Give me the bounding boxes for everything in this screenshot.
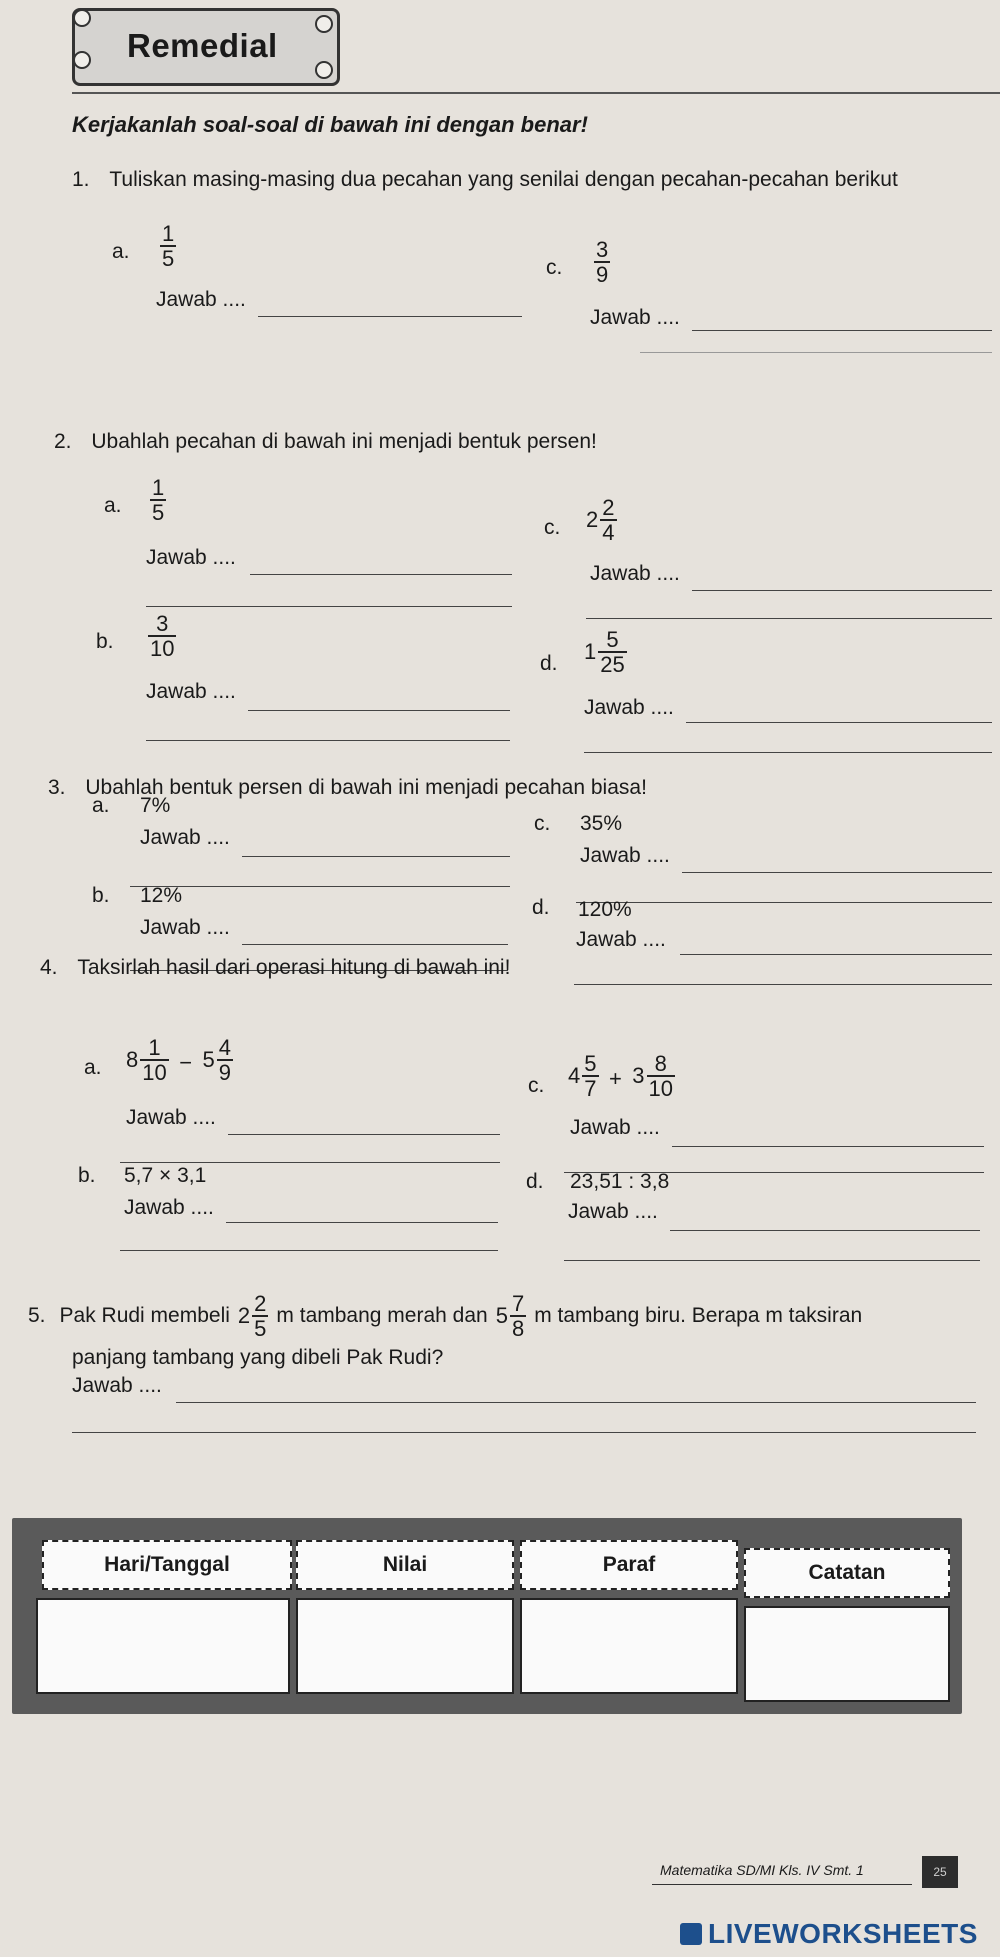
question-text-1: Pak Rudi membeli — [59, 1304, 230, 1328]
q3b-answer-line[interactable] — [242, 944, 508, 945]
q4d-answer-line[interactable] — [670, 1230, 980, 1231]
numerator: 1 — [148, 1035, 161, 1060]
q1a-answer-line[interactable] — [258, 316, 522, 317]
table-cell-score[interactable] — [296, 1598, 514, 1694]
question-5 — [28, 1292, 862, 1340]
q4c-expression — [568, 1052, 675, 1100]
header-divider — [72, 92, 1000, 94]
question-number: 1. — [72, 168, 90, 191]
q2a-fraction — [150, 476, 166, 524]
table-header-notes: Catatan — [744, 1548, 950, 1598]
numerator: 5 — [584, 1051, 597, 1076]
table-cell-date[interactable] — [36, 1598, 290, 1694]
whole-number: 4 — [568, 1063, 581, 1089]
q4d-expression: 23,51 : 3,8 — [570, 1170, 670, 1193]
instruction: Kerjakanlah soal-soal di bawah ini dengan benar! — [72, 112, 588, 137]
q3d-answer-line[interactable] — [680, 954, 992, 955]
question-text-2: m tambang merah dan — [276, 1304, 488, 1328]
q5-answer-line[interactable] — [176, 1402, 976, 1403]
q1c-answer-label: Jawab .... — [590, 306, 680, 329]
q4d-label: d. — [526, 1170, 544, 1193]
q4c-answer-line[interactable] — [672, 1146, 984, 1147]
q4a-answer-line[interactable] — [228, 1134, 500, 1135]
numerator: 1 — [152, 475, 165, 500]
q3a-answer-line[interactable] — [242, 856, 510, 857]
assessment-table — [12, 1518, 962, 1714]
q4c-label: c. — [528, 1074, 545, 1097]
q4a-answer-line-2[interactable] — [120, 1162, 500, 1163]
q3c-answer-line[interactable] — [682, 872, 992, 873]
ring-hole-icon — [315, 61, 333, 79]
numerator: 1 — [162, 221, 175, 246]
liveworksheets-logo-icon — [680, 1923, 702, 1945]
q2d-label: d. — [540, 652, 558, 675]
denominator: 10 — [648, 1076, 673, 1102]
q4b-expression: 5,7 × 3,1 — [124, 1164, 207, 1187]
denominator: 5 — [162, 246, 175, 272]
q3c-label: c. — [534, 812, 551, 835]
numerator: 3 — [596, 237, 609, 262]
question-3 — [48, 776, 647, 800]
question-text: Taksirlah hasil dari operasi hitung di bawah ini! — [77, 956, 511, 979]
whole-number: 8 — [126, 1047, 139, 1073]
numerator: 8 — [654, 1051, 667, 1076]
q4a-expression — [126, 1036, 233, 1084]
q4b-answer-line[interactable] — [226, 1222, 498, 1223]
denominator: 5 — [254, 1316, 267, 1342]
q3d-answer-line-2[interactable] — [574, 984, 992, 985]
q1c-label: c. — [546, 256, 563, 279]
q4b-answer-label: Jawab .... — [124, 1196, 214, 1219]
denominator: 8 — [511, 1316, 525, 1342]
q3d-answer-label: Jawab .... — [576, 928, 666, 951]
q2a-answer-label: Jawab .... — [146, 546, 236, 569]
question-number: 2. — [54, 430, 72, 453]
question-number: 3. — [48, 776, 66, 799]
page-title: Remedial — [127, 27, 278, 64]
q4d-answer-line-2[interactable] — [564, 1260, 980, 1261]
q2d-answer-line[interactable] — [686, 722, 992, 723]
table-header-score: Nilai — [296, 1540, 514, 1590]
q3d-value: 120% — [578, 898, 632, 921]
q3c-answer-label: Jawab .... — [580, 844, 670, 867]
denominator: 10 — [142, 1060, 167, 1086]
operator: − — [179, 1049, 193, 1075]
question-number: 4. — [40, 956, 58, 979]
table-header-signature: Paraf — [520, 1540, 738, 1590]
q2c-mixed — [586, 496, 617, 544]
question-2 — [54, 430, 597, 454]
whole-number: 2 — [237, 1303, 251, 1329]
q1a-label: a. — [112, 240, 130, 263]
denominator: 25 — [600, 652, 625, 678]
q5-answer-line-2[interactable] — [72, 1432, 976, 1433]
q3a-label: a. — [92, 794, 110, 817]
q2b-fraction — [148, 612, 176, 660]
q5-answer-label: Jawab .... — [72, 1374, 162, 1397]
numerator: 4 — [218, 1035, 231, 1060]
q3a-answer-line-2[interactable] — [130, 886, 510, 887]
question-text: Tuliskan masing-masing dua pecahan yang senilai dengan pecahan-pecahan berikut — [109, 168, 898, 191]
table-cell-notes[interactable] — [744, 1606, 950, 1702]
whole-number: 5 — [495, 1303, 508, 1329]
q1a-fraction — [160, 222, 176, 270]
q1c-answer-line-2[interactable] — [640, 352, 992, 353]
question-text: Ubahlah bentuk persen di bawah ini menjadi pecahan biasa! — [85, 776, 647, 799]
q3c-answer-line-2[interactable] — [576, 902, 992, 903]
numerator: 5 — [606, 627, 619, 652]
question-1 — [72, 168, 898, 192]
q2b-label: b. — [96, 630, 114, 653]
q3a-answer-label: Jawab .... — [140, 826, 230, 849]
q2c-label: c. — [544, 516, 561, 539]
numerator: 7 — [511, 1291, 525, 1316]
question-text: Ubahlah pecahan di bawah ini menjadi bentuk persen! — [91, 430, 597, 453]
q2a-answer-line-2[interactable] — [146, 606, 512, 607]
q4c-answer-label: Jawab .... — [570, 1116, 660, 1139]
q2c-answer-label: Jawab .... — [590, 562, 680, 585]
q4d-answer-label: Jawab .... — [568, 1200, 658, 1223]
denominator: 4 — [602, 520, 615, 546]
q2d-answer-line-2[interactable] — [584, 752, 992, 753]
question-number: 5. — [28, 1304, 46, 1328]
denominator: 9 — [596, 262, 609, 288]
q1a-answer-label: Jawab .... — [156, 288, 246, 311]
operator: + — [608, 1065, 622, 1091]
denominator: 10 — [150, 636, 175, 662]
q2d-mixed — [584, 628, 627, 676]
numerator: 3 — [156, 611, 169, 636]
q2b-answer-line[interactable] — [248, 710, 510, 711]
q2c-answer-line[interactable] — [692, 590, 992, 591]
q3d-label: d. — [532, 896, 550, 919]
q3b-answer-label: Jawab .... — [140, 916, 230, 939]
numerator: 2 — [602, 495, 615, 520]
q3b-value: 12% — [140, 884, 183, 907]
denominator: 5 — [152, 500, 165, 526]
whole-number: 2 — [586, 507, 599, 533]
q4a-answer-label: Jawab .... — [126, 1106, 216, 1129]
q3b-label: b. — [92, 884, 110, 907]
title-badge — [72, 8, 340, 86]
whole-number: 3 — [632, 1063, 645, 1089]
question-5-line-2: panjang tambang yang dibeli Pak Rudi? — [72, 1346, 444, 1369]
q2c-answer-line-2[interactable] — [586, 618, 992, 619]
question-text-3: m tambang biru. Berapa m taksiran — [534, 1304, 863, 1328]
ring-hole-icon — [315, 15, 333, 33]
q2a-answer-line[interactable] — [250, 574, 512, 575]
q3a-value: 7% — [140, 794, 171, 817]
q2a-label: a. — [104, 494, 122, 517]
whole-number: 1 — [584, 639, 597, 665]
table-header-date: Hari/Tanggal — [42, 1540, 292, 1590]
q3c-value: 35% — [580, 812, 623, 835]
footer-divider — [652, 1884, 912, 1885]
ring-hole-icon — [73, 9, 91, 27]
question-4 — [40, 956, 510, 980]
q4a-label: a. — [84, 1056, 102, 1079]
liveworksheets-brand[interactable] — [680, 1918, 978, 1950]
denominator: 7 — [584, 1076, 597, 1102]
q2b-answer-line-2[interactable] — [146, 740, 510, 741]
table-cell-signature[interactable] — [520, 1598, 738, 1694]
numerator: 2 — [254, 1291, 267, 1316]
q2b-answer-label: Jawab .... — [146, 680, 236, 703]
q1c-answer-line[interactable] — [692, 330, 992, 331]
q2d-answer-label: Jawab .... — [584, 696, 674, 719]
whole-number: 5 — [202, 1047, 215, 1073]
q4b-label: b. — [78, 1164, 96, 1187]
ring-hole-icon — [73, 51, 91, 69]
book-title: Matematika SD/MI Kls. IV Smt. 1 — [660, 1862, 864, 1878]
page-number: 25 — [922, 1856, 958, 1888]
q1c-fraction — [594, 238, 610, 286]
q4b-answer-line-2[interactable] — [120, 1250, 498, 1251]
denominator: 9 — [218, 1060, 231, 1086]
brand-text: LIVEWORKSHEETS — [708, 1918, 978, 1949]
